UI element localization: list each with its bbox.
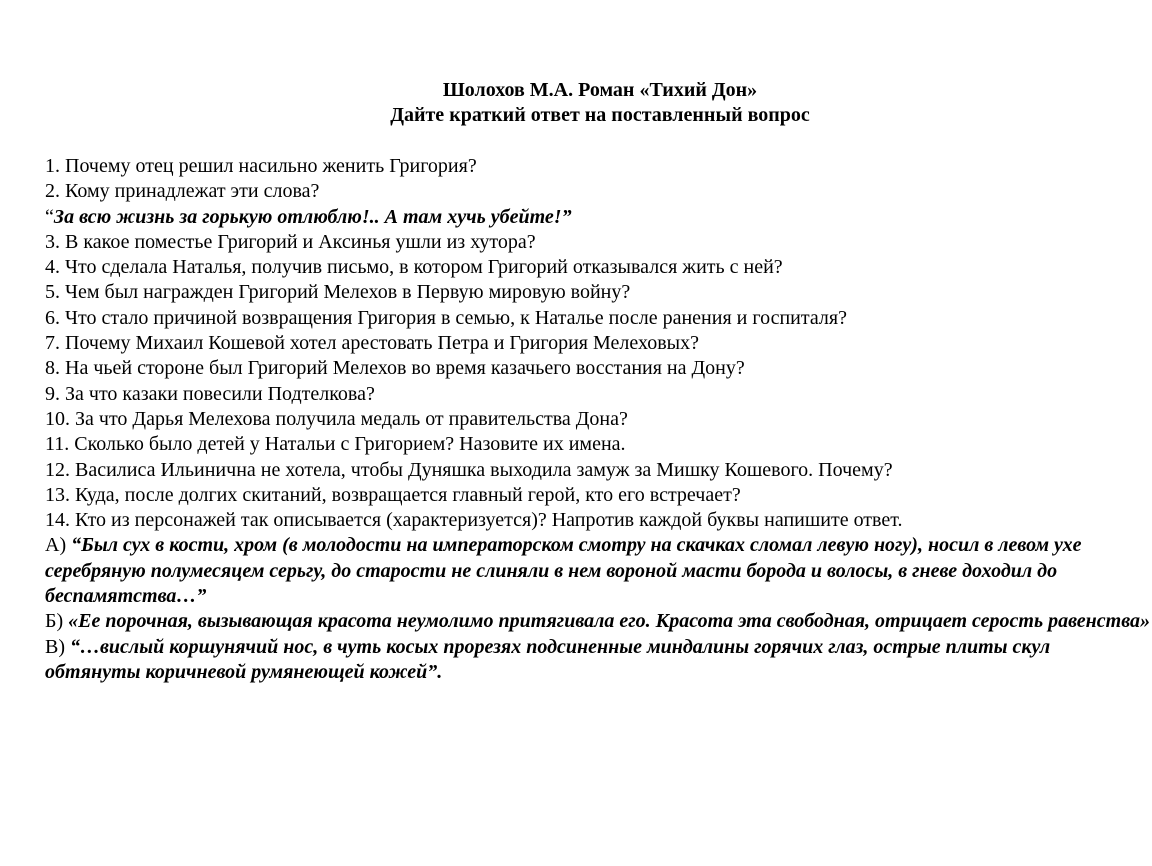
description-text: «Ее порочная, вызывающая красота неумолимо притягивала его. Красота эта свободная, отрицает серость равенства» bbox=[68, 610, 1151, 633]
question-item: 4. Что сделала Наталья, получив письмо, в котором Григорий отказывался жить с ней? bbox=[45, 256, 783, 279]
question-item: 3. В какое поместье Григорий и Аксинья ушли из хутора? bbox=[45, 230, 536, 253]
question-item: 2. Кому принадлежат эти слова? bbox=[45, 180, 320, 203]
question-item: 5. Чем был награжден Григорий Мелехов в Первую мировую войну? bbox=[45, 281, 631, 304]
description-letter: Б) bbox=[45, 610, 69, 633]
question-item: 6. Что стало причиной возвращения Григория в семью, к Наталье после ранения и госпиталя? bbox=[45, 306, 847, 329]
description-text: “…вислый коршунячий нос, в чуть косых прорезях подсиненные миндалины горячих глаз, острые плиты скул обтянуты коричневой румянеющей кожей”. bbox=[45, 635, 1051, 683]
description-a bbox=[45, 533, 1150, 609]
description-letter: А) bbox=[45, 534, 72, 557]
question-item: 7. Почему Михаил Кошевой хотел арестовать Петра и Григория Мелеховых? bbox=[45, 332, 699, 355]
document-subtitle: Дайте краткий ответ на поставленный вопрос bbox=[390, 104, 810, 126]
question-item: 1. Почему отец решил насильно женить Григория? bbox=[45, 155, 477, 177]
description-text: “Был сух в кости, хром (в молодости на императорском смотру на скачках сломал левую ногу), носил в левом ухе серебряную полумесяцем серьгу, до старости не слиняли в нем вороной масти борода и волосы, в гневе доходил до беспамятства…” bbox=[45, 534, 1082, 608]
question-item: 12. Василиса Ильинична не хотела, чтобы Дуняшка выходила замуж за Мишку Кошевого. Почему? bbox=[45, 458, 893, 481]
question-item: 8. На чьей стороне был Григорий Мелехов во время казачьего восстания на Дону? bbox=[45, 357, 745, 380]
description-v bbox=[45, 635, 1150, 686]
questions-list bbox=[45, 154, 1150, 685]
question-item: 14. Кто из персонажей так описывается (характеризуется)? Напротив каждой буквы напишите ответ. bbox=[45, 509, 903, 532]
description-letter: В) bbox=[45, 635, 70, 658]
question-item: 9. За что казаки повесили Подтелкова? bbox=[45, 382, 375, 405]
quote-open-mark: “ bbox=[45, 205, 54, 228]
quote-line bbox=[45, 205, 1150, 230]
title-block bbox=[0, 78, 1152, 128]
document-title: Шолохов М.А. Роман «Тихий Дон» bbox=[442, 79, 758, 101]
quote-text: За всю жизнь за горькую отлюблю!.. А там хучь убейте!” bbox=[53, 205, 572, 228]
question-item: 11. Сколько было детей у Натальи с Григорием? Назовите их имена. bbox=[45, 433, 626, 456]
question-item: 10. За что Дарья Мелехова получила медаль от правительства Дона? bbox=[45, 407, 628, 430]
description-b bbox=[45, 609, 1150, 634]
question-item: 13. Куда, после долгих скитаний, возвращается главный герой, кто его встречает? bbox=[45, 483, 741, 506]
